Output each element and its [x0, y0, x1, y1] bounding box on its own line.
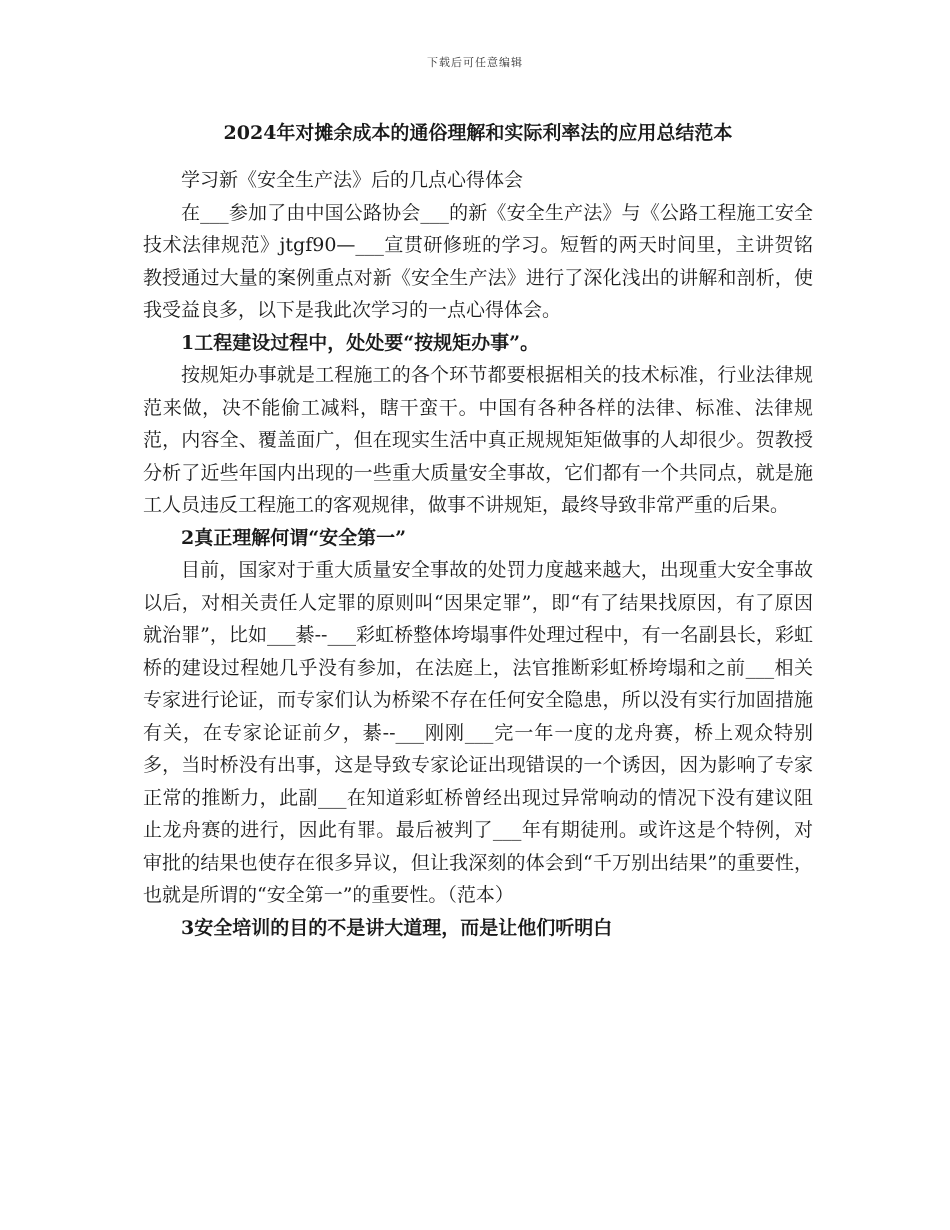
intro-paragraph: 在___参加了由中国公路协会___的新《安全生产法》与《公路工程施工安全技术法律规范》jtgf90—___宣贯研修班的学习。短暂的两天时间里，主讲贺铭教授通过大量的案例重点对新《安全生产法》进行了深化浅出的讲解和剖析，使我受益良多，以下是我此次学习的一点心得体会。 [143, 201, 813, 321]
section-heading-3: 3安全培训的目的不是讲大道理，而是让他们听明白 [181, 916, 613, 939]
section-1-paragraph: 按规矩办事就是工程施工的各个环节都要根据相关的技术标准，行业法律规范来做，决不能偷工减料，瞎干蛮干。中国有各种各样的法律、标准、法律规范，内容全、覆盖面广，但在现实生活中真正规规矩矩做事的人却很少。贺教授分析了近些年国内出现的一些重大质量安全事故，它们都有一个共同点，就是施工人员违反工程施工的客观规律，做事不讲规矩，最终导致非常严重的后果。 [143, 364, 813, 516]
subtitle-paragraph: 学习新《安全生产法》后的几点心得体会 [181, 169, 524, 191]
document-title: 2024年对摊余成本的通俗理解和实际利率法的应用总结范本 [223, 122, 733, 144]
section-2-paragraph: 目前，国家对于重大质量安全事故的处罚力度越来越大，出现重大安全事故以后，对相关责任人定罪的原则叫“因果定罪”，即“有了结果找原因，有了原因就治罪”，比如___綦--___彩虹桥整体垮塌事件处理过程中，有一名副县长，彩虹桥的建设过程她几乎没有参加，在法庭上，法官推断彩虹桥垮塌和之前___相关专家进行论证，而专家们认为桥梁不存在任何安全隐患，所以没有实行加固措施有关，在专家论证前夕，綦--___刚刚___完一年一度的龙舟赛，桥上观众特别多，当时桥没有出事，这是导致专家论证出现错误的一个诱因，因为影响了专家正常的推断力，此副___在知道彩虹桥曾经出现过异常响动的情况下没有建议阻止龙舟赛的进行，因此有罪。最后被判了___年有期徒刑。或许这是个特例，对审批的结果也使存在很多异议，但让我深刻的体会到“千万别出结果”的重要性，也就是所谓的“安全第一”的重要性。（范本） [143, 559, 813, 906]
header-note: 下载后可任意编辑 [427, 56, 523, 69]
document-body [143, 116, 813, 944]
section-heading-1: 1工程建设过程中，处处要“按规矩办事”。 [181, 331, 540, 354]
section-heading-2: 2真正理解何谓“安全第一” [181, 526, 407, 549]
